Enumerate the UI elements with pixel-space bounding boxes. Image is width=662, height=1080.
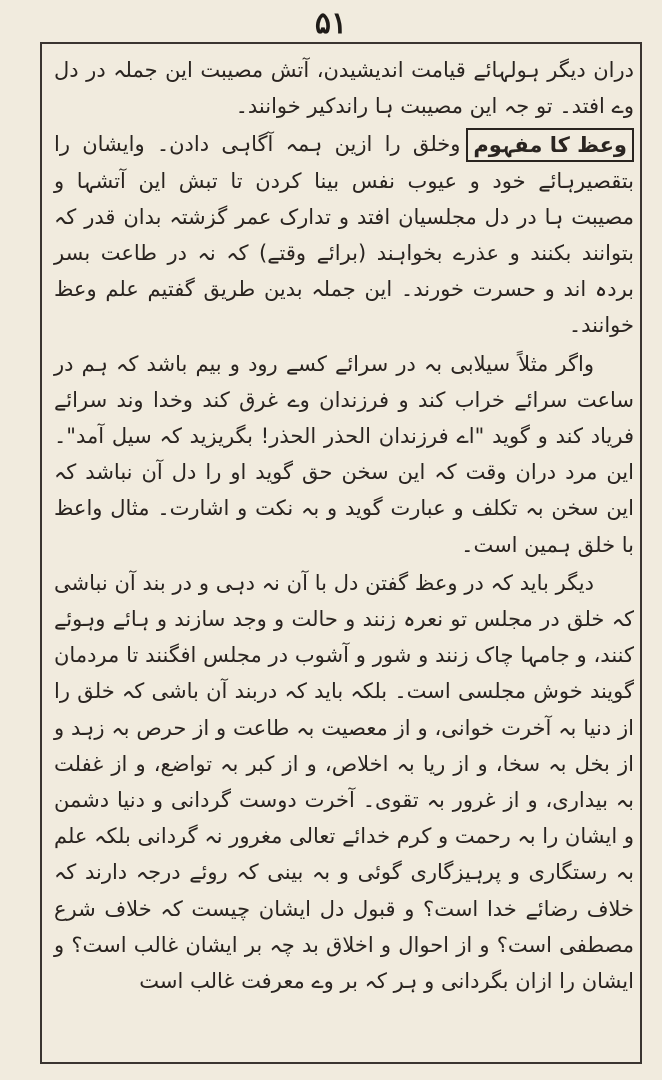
paragraph-4	[54, 565, 634, 999]
main-text	[54, 52, 634, 999]
paragraph-2-text: وخلق را ازین ہمہ آگاہی دادن۔ وایشان را بتقصیرہائے خود و عیوب نفس بینا کردن تا تبش این آتشہا و مصیبت ہا در دل مجلسیان افتد و تدارک عمر گزشتہ بدان قدر کہ بتوانند بکنند و عذرے بخواہند (برائے وقتے) کہ نہ در طاعت بسر بردہ اند و حسرت خورند۔ این جملہ بدین طریق گفتیم علم وعظ خوانند۔	[54, 132, 634, 338]
paragraph-2	[54, 126, 634, 343]
section-heading-box: وعظ کا مفہوم	[466, 128, 634, 162]
paragraph-1: دران دیگر ہولہائے قیامت اندیشیدن، آتش مصیبت این جملہ در دل وے افتد۔ تو جہ این مصیبت ہا راندکیر خوانند۔	[54, 58, 634, 119]
paragraph-3-text: واگر مثلاً سیلابی بہ در سرائے کسے رود و بیم باشد کہ ہم در ساعت سرائے خراب کند و فرزندان وے غرق کند وخدا وند سرائے فریاد کند و گوید "اے فرزندان الحذر الحذر! بگریزید کہ سیل آمد"۔ این مرد دران وقت کہ این سخن حق گوید او را دل آن نباشد کہ این سخن بہ تکلف و عبارت گوید و بہ نکت و اشارت۔ مثال واعظ با خلق ہمین است۔	[54, 351, 634, 557]
paragraph-3	[54, 346, 634, 563]
page-number: ۵۱	[314, 6, 348, 41]
paragraph-4-text: دیگر باید کہ در وعظ گفتن دل با آن نہ دہی و در بند آن نباشی کہ خلق در مجلس تو نعرہ زنند و حالت و وجد سازند و ہائے وہوئے کنند، و جامہا چاک زنند و شور و آشوب در مجلس افگنند تا مردمان گویند خوش مجلسی است۔ بلکہ باید کہ دربند آن باشی کہ خلق را از دنیا بہ آخرت خوانی، و از معصیت بہ طاعت و از حرص بہ زہد و از بخل بہ سخا، و از ریا بہ اخلاص، و از کبر بہ تواضع، و از غفلت بہ بیداری، و از غرور بہ تقوی۔ آخرت دوست گردانی و دنیا دشمن و ایشان را بہ رحمت و کرم خدائے تعالی مغرور نہ گردانی بلکہ علم بہ رستگاری و پرہیزگاری گوئی و بہ بینی کہ روئے درجہ دارند کہ خلاف رضائے خدا است؟ و قبول دل ایشان چیست کہ خلاف شرع مصطفی است؟ و از احوال و اخلاق بد چہ بر ایشان غالب است؟ و ایشان را ازان بگردانی و ہر کہ بر وے معرفت غالب است	[54, 570, 634, 994]
